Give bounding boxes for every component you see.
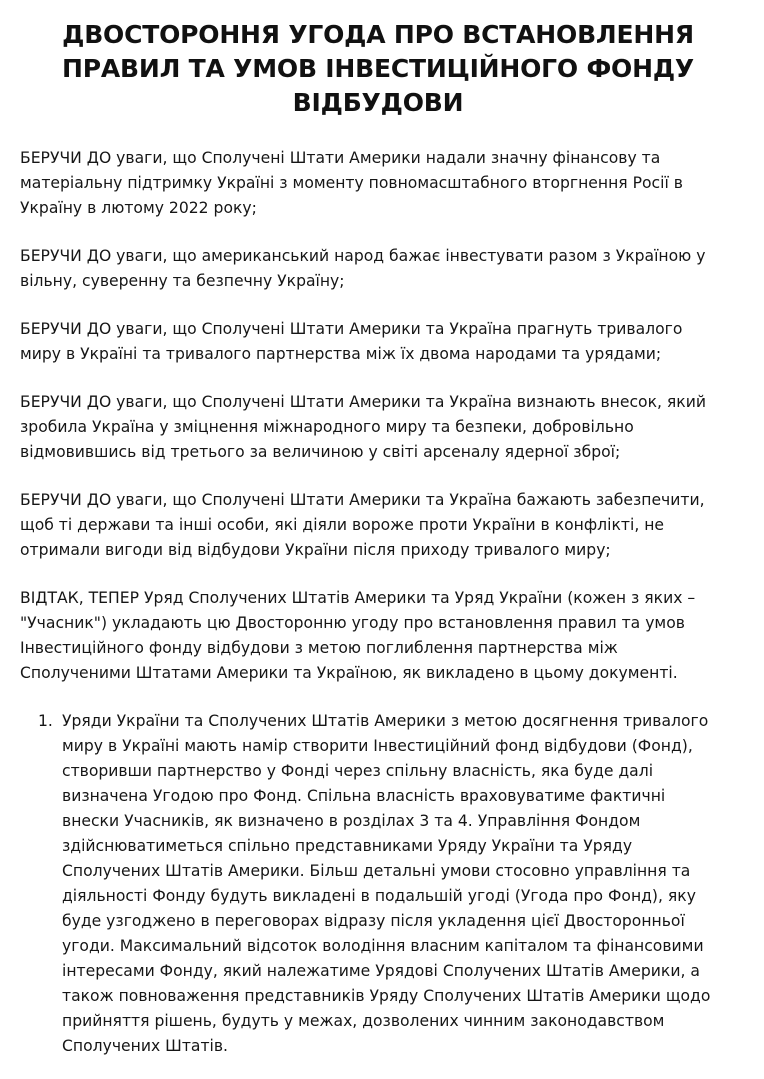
preamble-paragraph-1 — [20, 146, 736, 221]
list-item-line: угоди. Максимальний відсоток володіння власним капіталом та фінансовими — [62, 937, 704, 955]
list-item-line: внески Учасників, як визначено в розділах 3 та 4. Управління Фондом — [62, 812, 641, 830]
paragraph-line: отримали вигоди від відбудови України після приходу тривалого миру; — [20, 541, 611, 559]
paragraph-line: "Учасник") укладають цю Двосторонню угоду про встановлення правил та умов — [20, 614, 685, 632]
list-item-line: прийняття рішень, будуть у межах, дозволених чинним законодавством — [62, 1012, 665, 1030]
list-item-line: Уряди України та Сполучених Штатів Америки з метою досягнення тривалого — [62, 712, 709, 730]
paragraph-line: ВІДТАК, ТЕПЕР Уряд Сполучених Штатів Америки та Уряд України (кожен з яких – — [20, 589, 696, 607]
paragraph-line: зробила Україна у зміцнення міжнародного миру та безпеки, добровільно — [20, 418, 634, 436]
preamble-paragraph-5 — [20, 488, 736, 563]
preamble-paragraph-4 — [20, 390, 736, 465]
list-item-line: миру в Україні мають намір створити Інвестиційний фонд відбудови (Фонд), — [62, 737, 693, 755]
list-item-text — [62, 709, 736, 1059]
paragraph-line: щоб ті держави та інші особи, які діяли вороже проти України в конфлікті, не — [20, 516, 665, 534]
paragraph-line: БЕРУЧИ ДО уваги, що Сполучені Штати Америки надали значну фінансову та — [20, 149, 661, 167]
paragraph-line: Інвестиційного фонду відбудови з метою поглиблення партнерства між — [20, 639, 618, 657]
paragraph-line: Україну в лютому 2022 року; — [20, 199, 257, 217]
preamble-paragraph-2 — [20, 244, 736, 294]
title-line: ПРАВИЛ ТА УМОВ ІНВЕСТИЦІЙНОГО ФОНДУ — [62, 54, 694, 83]
list-item-line: створивши партнерство у Фонді через спільну власність, яка буде далі — [62, 762, 654, 780]
list-item-line: здійснюватиметься спільно представниками Уряду України та Уряду — [62, 837, 633, 855]
operative-paragraph — [20, 586, 736, 686]
list-item-number: 1. — [38, 712, 53, 730]
paragraph-line: Сполученими Штатами Америки та Україною, як викладено в цьому документі. — [20, 664, 678, 682]
paragraph-line: матеріальну підтримку Україні з моменту повномасштабного вторгнення Росії в — [20, 174, 683, 192]
list-item-line: Сполучених Штатів. — [62, 1037, 229, 1055]
paragraph-line: БЕРУЧИ ДО уваги, що Сполучені Штати Америки та Україна прагнуть тривалого — [20, 320, 683, 338]
title-line: ДВОСТОРОННЯ УГОДА ПРО ВСТАНОВЛЕННЯ — [62, 20, 694, 49]
title-line: ВІДБУДОВИ — [292, 88, 464, 117]
list-item-line: діяльності Фонду будуть викладені в подальшій угоді (Угода про Фонд), яку — [62, 887, 696, 905]
numbered-list — [20, 709, 736, 1059]
paragraph-line: миру в Україні та тривалого партнерства між їх двома народами та урядами; — [20, 345, 662, 363]
document-title — [20, 18, 736, 120]
paragraph-line: БЕРУЧИ ДО уваги, що Сполучені Штати Америки та Україна бажають забезпечити, — [20, 491, 705, 509]
preamble-paragraph-3 — [20, 317, 736, 367]
paragraph-line: БЕРУЧИ ДО уваги, що Сполучені Штати Америки та Україна визнають внесок, який — [20, 393, 706, 411]
paragraph-line: відмовившись від третього за величиною у світі арсеналу ядерної зброї; — [20, 443, 621, 461]
list-item-line: також повноваження представників Уряду Сполучених Штатів Америки щодо — [62, 987, 711, 1005]
list-item-line: інтересами Фонду, який належатиме Урядові Сполучених Штатів Америки, а — [62, 962, 700, 980]
paragraph-line: БЕРУЧИ ДО уваги, що американський народ бажає інвестувати разом з Україною у — [20, 247, 706, 265]
list-item-line: буде узгоджено в переговорах відразу після укладення цієї Двосторонньої — [62, 912, 685, 930]
list-item — [20, 709, 736, 1059]
paragraph-line: вільну, суверенну та безпечну Україну; — [20, 272, 345, 290]
list-item-line: Сполучених Штатів Америки. Більш детальні умови стосовно управління та — [62, 862, 691, 880]
list-item-line: визначена Угодою про Фонд. Спільна власність враховуватиме фактичні — [62, 787, 666, 805]
